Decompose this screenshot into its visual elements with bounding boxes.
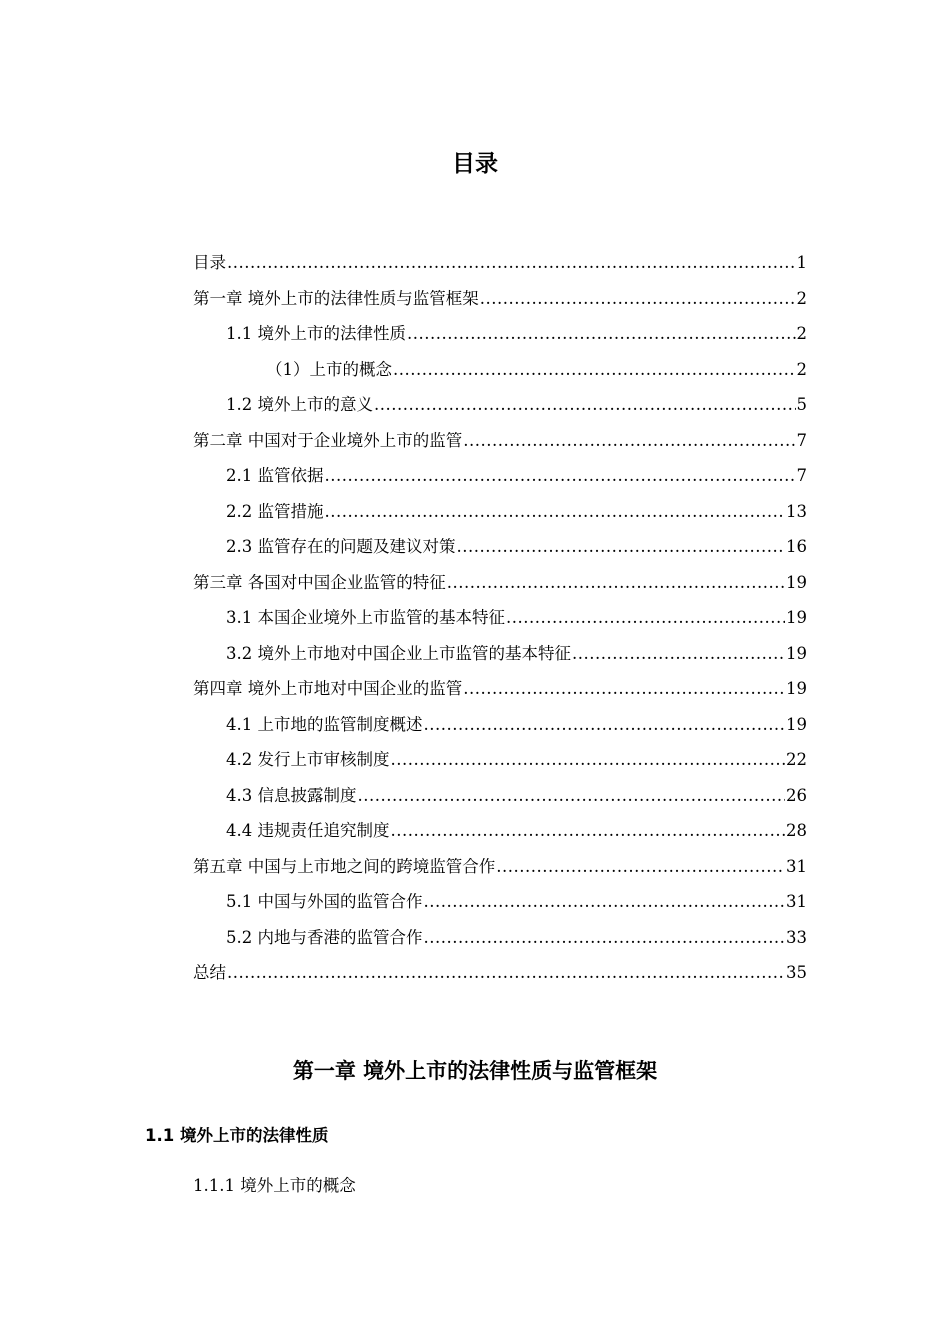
toc-entry[interactable] bbox=[193, 636, 807, 672]
toc-dot-leader bbox=[424, 920, 786, 956]
toc-entry-label: 第五章 中国与上市地之间的跨境监管合作 bbox=[193, 856, 496, 876]
toc-entry-page: 2 bbox=[796, 288, 807, 308]
toc-entry-page: 1 bbox=[796, 253, 807, 272]
toc-entry[interactable] bbox=[193, 884, 807, 920]
toc-entry-page: 7 bbox=[796, 466, 807, 485]
toc-entry-label: 2.1 监管依据 bbox=[226, 466, 324, 485]
toc-entry[interactable] bbox=[193, 494, 807, 530]
toc-dot-leader bbox=[463, 423, 795, 459]
toc-dot-leader bbox=[407, 316, 796, 352]
toc-entry-page: 19 bbox=[786, 679, 807, 698]
table-of-contents bbox=[193, 245, 807, 991]
toc-entry-page: 19 bbox=[786, 643, 807, 663]
toc-entry-page: 31 bbox=[786, 892, 807, 911]
toc-entry-label: 5.2 内地与香港的监管合作 bbox=[226, 927, 423, 947]
toc-entry-page: 19 bbox=[786, 608, 807, 627]
toc-entry-page: 19 bbox=[786, 714, 807, 734]
toc-entry-label: 总结 bbox=[193, 963, 226, 982]
toc-entry[interactable] bbox=[193, 671, 807, 707]
toc-entry-page: 16 bbox=[786, 537, 807, 556]
toc-entry-label: 2.2 监管措施 bbox=[226, 501, 324, 521]
toc-entry-page: 31 bbox=[786, 856, 807, 876]
toc-entry-label: 4.3 信息披露制度 bbox=[226, 785, 357, 805]
toc-entry-page: 26 bbox=[786, 785, 807, 805]
toc-entry[interactable] bbox=[193, 245, 807, 281]
toc-entry[interactable] bbox=[193, 565, 807, 601]
toc-entry-page: 2 bbox=[796, 324, 807, 343]
toc-dot-leader bbox=[506, 600, 785, 636]
toc-dot-leader bbox=[424, 884, 786, 920]
toc-entry[interactable] bbox=[193, 920, 807, 956]
toc-dot-leader bbox=[457, 529, 786, 565]
toc-entry-page: 35 bbox=[786, 963, 807, 982]
toc-dot-leader bbox=[325, 494, 786, 530]
toc-entry[interactable] bbox=[193, 955, 807, 991]
toc-entry-label: 2.3 监管存在的问题及建议对策 bbox=[226, 537, 456, 556]
toc-entry[interactable] bbox=[193, 742, 807, 778]
toc-dot-leader bbox=[325, 458, 796, 494]
toc-dot-leader bbox=[572, 636, 785, 672]
toc-entry[interactable] bbox=[193, 600, 807, 636]
section-heading: 1.1 境外上市的法律性质 bbox=[145, 1126, 329, 1145]
toc-entry-page: 2 bbox=[796, 359, 807, 379]
toc-entry-page: 33 bbox=[786, 927, 807, 947]
toc-entry[interactable] bbox=[193, 387, 807, 423]
subsection-heading: 1.1.1 境外上市的概念 bbox=[193, 1176, 356, 1195]
toc-dot-leader bbox=[496, 849, 785, 885]
toc-entry-label: 第二章 中国对于企业境外上市的监管 bbox=[193, 430, 463, 450]
toc-dot-leader bbox=[447, 565, 785, 601]
toc-entry[interactable] bbox=[193, 849, 807, 885]
toc-entry-label: 1.1 境外上市的法律性质 bbox=[226, 324, 406, 343]
toc-entry[interactable] bbox=[193, 281, 807, 317]
toc-dot-leader bbox=[393, 352, 796, 388]
toc-entry-label: 4.1 上市地的监管制度概述 bbox=[226, 714, 423, 734]
toc-entry-page: 22 bbox=[786, 750, 807, 769]
toc-entry-label: 目录 bbox=[193, 253, 226, 272]
toc-entry-label: 1.2 境外上市的意义 bbox=[226, 395, 373, 414]
toc-dot-leader bbox=[424, 707, 786, 743]
toc-dot-leader bbox=[227, 955, 785, 991]
toc-entry-page: 28 bbox=[786, 821, 807, 840]
toc-dot-leader bbox=[391, 742, 786, 778]
toc-entry-label: 3.2 境外上市地对中国企业上市监管的基本特征 bbox=[226, 643, 571, 663]
toc-entry-page: 13 bbox=[786, 501, 807, 521]
toc-dot-leader bbox=[374, 387, 796, 423]
toc-entry-label: 4.4 违规责任追究制度 bbox=[226, 821, 390, 840]
chapter-heading: 第一章 境外上市的法律性质与监管框架 bbox=[292, 1059, 658, 1083]
toc-entry-page: 19 bbox=[786, 572, 807, 592]
toc-entry-label: 第一章 境外上市的法律性质与监管框架 bbox=[193, 288, 479, 308]
toc-entry[interactable] bbox=[193, 529, 807, 565]
toc-entry[interactable] bbox=[193, 352, 807, 388]
toc-entry[interactable] bbox=[193, 707, 807, 743]
toc-dot-leader bbox=[227, 245, 796, 281]
toc-entry[interactable] bbox=[193, 813, 807, 849]
toc-entry[interactable] bbox=[193, 458, 807, 494]
toc-entry-page: 5 bbox=[796, 395, 807, 414]
toc-entry-page: 7 bbox=[796, 430, 807, 450]
toc-entry-label: 5.1 中国与外国的监管合作 bbox=[226, 892, 423, 911]
toc-title: 目录 bbox=[452, 151, 498, 177]
toc-entry[interactable] bbox=[193, 778, 807, 814]
toc-entry-label: （1）上市的概念 bbox=[266, 359, 392, 379]
toc-entry-label: 第三章 各国对中国企业监管的特征 bbox=[193, 572, 446, 592]
toc-dot-leader bbox=[391, 813, 786, 849]
toc-entry[interactable] bbox=[193, 423, 807, 459]
toc-dot-leader bbox=[480, 281, 796, 317]
toc-dot-leader bbox=[463, 671, 785, 707]
toc-entry-label: 4.2 发行上市审核制度 bbox=[226, 750, 390, 769]
toc-entry-label: 第四章 境外上市地对中国企业的监管 bbox=[193, 679, 463, 698]
toc-dot-leader bbox=[358, 778, 786, 814]
toc-entry[interactable] bbox=[193, 316, 807, 352]
toc-entry-label: 3.1 本国企业境外上市监管的基本特征 bbox=[226, 608, 505, 627]
